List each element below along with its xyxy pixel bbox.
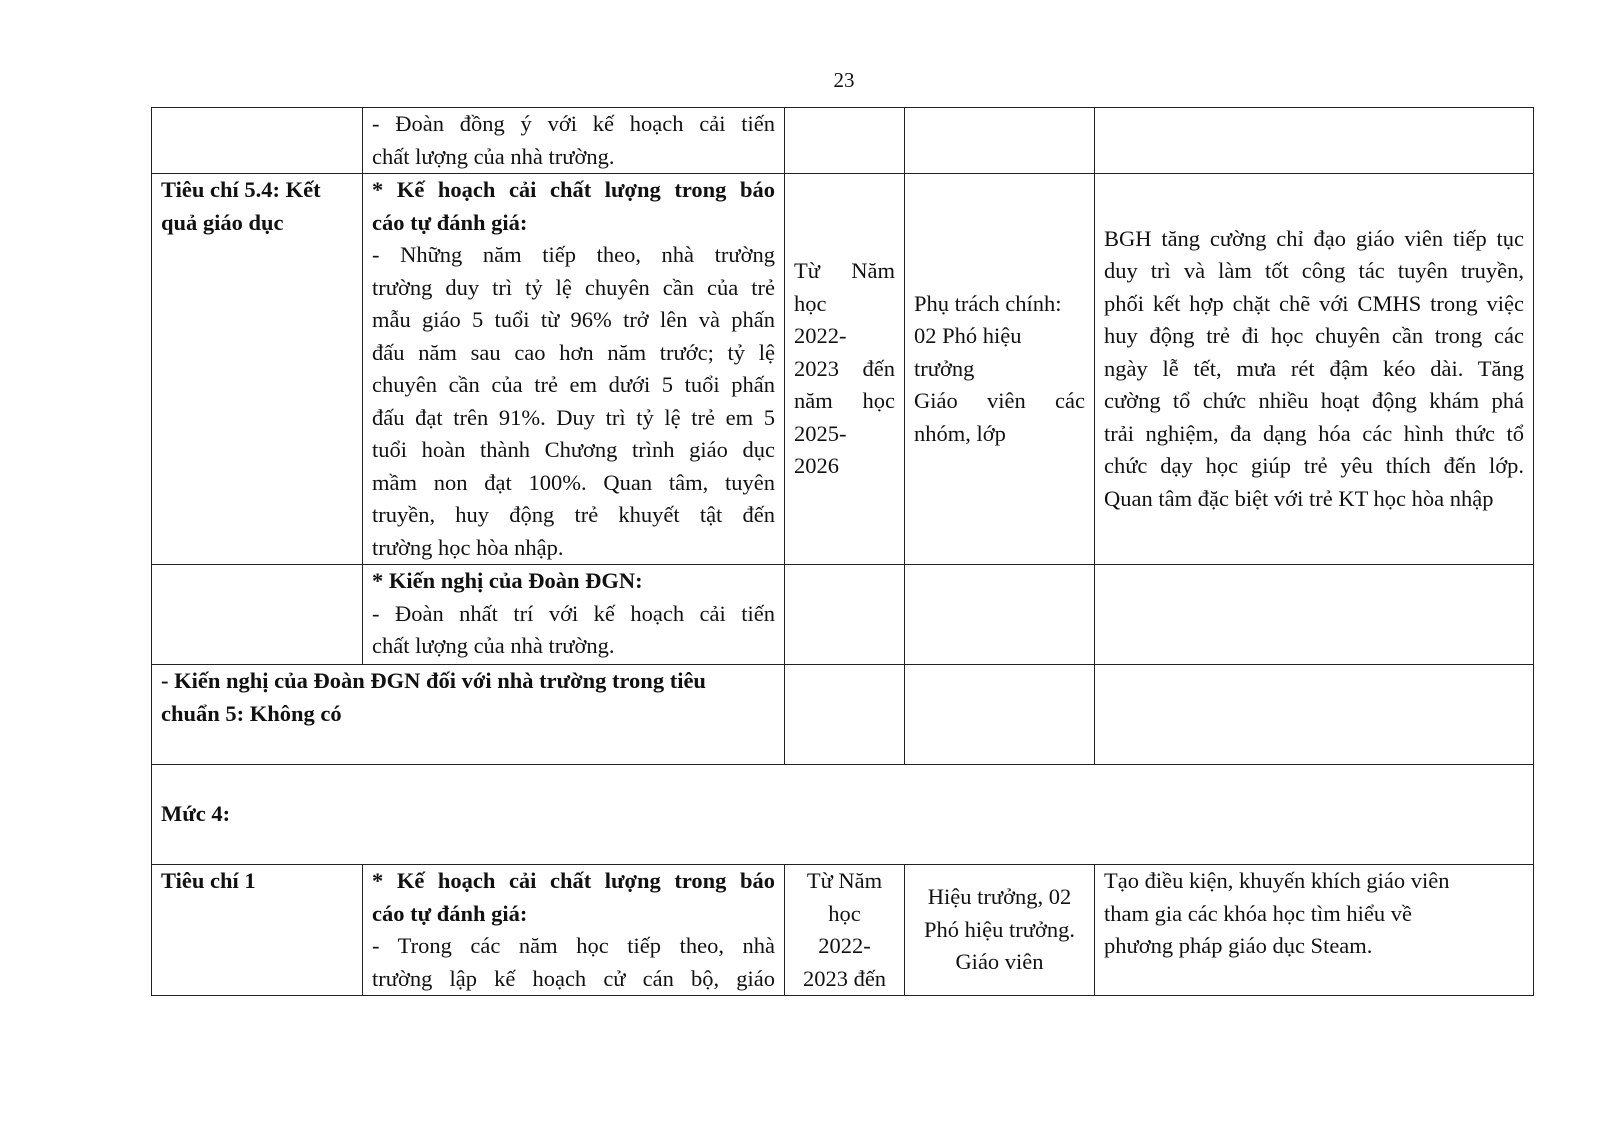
time-line: Từ Năm [806,868,883,893]
content-line: trường học hòa nhập. [372,534,564,560]
content-cell [363,865,785,996]
solution-line: chức dạy học giúp trẻ yêu thích đến lớp. [1104,453,1524,479]
responsible-cell [905,108,1095,174]
time-cell [785,665,905,765]
solution-line: tham gia các khóa học tìm hiểu về [1104,900,1413,926]
recommendation-cell [152,665,785,765]
responsible-cell [905,174,1095,565]
level-heading: Mức 4: [161,801,231,827]
criterion-line: quả giáo dục [161,209,284,235]
solution-line: cường tổ chức nhiều hoạt động khám phá [1104,388,1524,414]
content-heading-line: * Kiến nghị của Đoàn ĐGN: [372,568,643,593]
responsible-line: Phó hiệu trưởng. [924,916,1075,942]
table-row [152,665,1534,765]
time-cell [785,108,905,174]
content-line: truyền, huy động trẻ khuyết tật đến [372,502,775,527]
criterion-line: Tiêu chí 1 [161,868,256,893]
solution-line: ngày lễ tết, mưa rét đậm kéo dài. Tăng [1104,355,1524,381]
content-line: tuổi hoàn thành Chương trình giáo dục [372,437,775,462]
content-line: đấu năm sau cao hơn năm trước; tỷ lệ [372,339,775,365]
responsible-line: nhóm, lớp [914,420,1006,446]
content-line: - Đoàn đồng ý với kế hoạch cải tiến [372,111,775,136]
criterion-line: Tiêu chí 5.4: Kết [161,177,321,202]
table-row [152,765,1534,865]
time-line: 2025- [794,420,847,446]
time-line: học [828,900,861,926]
responsible-line: Giáo viên các [914,388,1085,414]
recommendation-line: - Kiến nghị của Đoàn ĐGN đối với nhà trường trong tiêu [161,668,706,693]
page-number: 23 [833,68,855,92]
responsible-cell [905,565,1095,665]
solution-line: huy động trẻ đi học chuyên cần trong các [1104,323,1524,349]
time-line: 2023 đến [802,965,887,991]
solution-cell [1095,174,1534,565]
content-cell [363,565,785,665]
responsible-line: 02 Phó hiệu [914,323,1022,349]
responsible-line: Hiệu trưởng, 02 [927,884,1072,910]
time-cell [785,174,905,565]
criterion-cell [152,865,363,996]
time-line: Từ Năm [794,258,895,284]
content-line: chất lượng của nhà trường. [372,143,615,169]
content-line: chuyên cần của trẻ em dưới 5 tuổi phấn [372,372,775,397]
time-cell [785,565,905,665]
criterion-cell [152,565,363,665]
responsible-line: Giáo viên [955,949,1044,975]
solution-line: trải nghiệm, đa dạng hóa các hình thức tổ [1104,420,1524,446]
table-row [152,174,1534,565]
solution-line: BGH tăng cường chỉ đạo giáo viên tiếp tục [1104,225,1524,251]
level-cell [152,765,1534,865]
content-line: trường lập kế hoạch cử cán bộ, giáo [372,965,775,991]
content-heading-line: * Kế hoạch cải chất lượng trong báo [372,177,775,202]
solution-line: Tạo điều kiện, khuyến khích giáo viên [1104,868,1450,893]
solution-line: duy trì và làm tốt công tác tuyên truyền, [1104,258,1524,284]
time-line: 2023 đến [794,355,895,381]
criterion-cell [152,108,363,174]
content-line: đấu đạt trên 91%. Duy trì tỷ lệ trẻ em 5 [372,404,775,430]
content-line: trường duy trì tỷ lệ chuyên cần của trẻ [372,274,775,300]
table-row [152,565,1534,665]
solution-line: Quan tâm đặc biệt với trẻ KT học hòa nhập [1104,485,1494,511]
time-line: năm học [794,388,895,414]
improvement-plan-table [151,107,1534,996]
responsible-cell [905,865,1095,996]
solution-cell [1095,665,1534,765]
time-cell [785,865,905,996]
time-line: 2026 [794,453,839,479]
recommendation-line: chuẩn 5: Không có [161,700,342,726]
time-line: học [794,290,827,316]
solution-line: phương pháp giáo dục Steam. [1104,933,1373,958]
content-cell [363,174,785,565]
content-line: chất lượng của nhà trường. [372,633,615,658]
time-line: 2022- [794,323,847,349]
content-cell [363,108,785,174]
table-row [152,865,1534,996]
content-line: mầm non đạt 100%. Quan tâm, tuyên [372,469,775,495]
solution-cell [1095,108,1534,174]
solution-line: phối kết hợp chặt chẽ với CMHS trong việc [1104,290,1524,316]
time-line: 2022- [818,933,871,958]
responsible-line: Phụ trách chính: [914,290,1062,316]
content-heading-line: cáo tự đánh giá: [372,209,528,235]
table-row [152,108,1534,174]
content-line: mẫu giáo 5 tuổi từ 96% trở lên và phấn [372,307,775,332]
responsible-cell [905,665,1095,765]
criterion-cell [152,174,363,565]
content-line: - Đoàn nhất trí với kế hoạch cải tiến [372,600,775,626]
solution-cell [1095,565,1534,665]
content-heading-line: cáo tự đánh giá: [372,900,528,926]
solution-cell [1095,865,1534,996]
content-heading-line: * Kế hoạch cải chất lượng trong báo [372,868,775,893]
content-line: - Những năm tiếp theo, nhà trường [372,242,775,267]
responsible-line: trưởng [914,355,975,381]
content-line: - Trong các năm học tiếp theo, nhà [372,933,775,958]
